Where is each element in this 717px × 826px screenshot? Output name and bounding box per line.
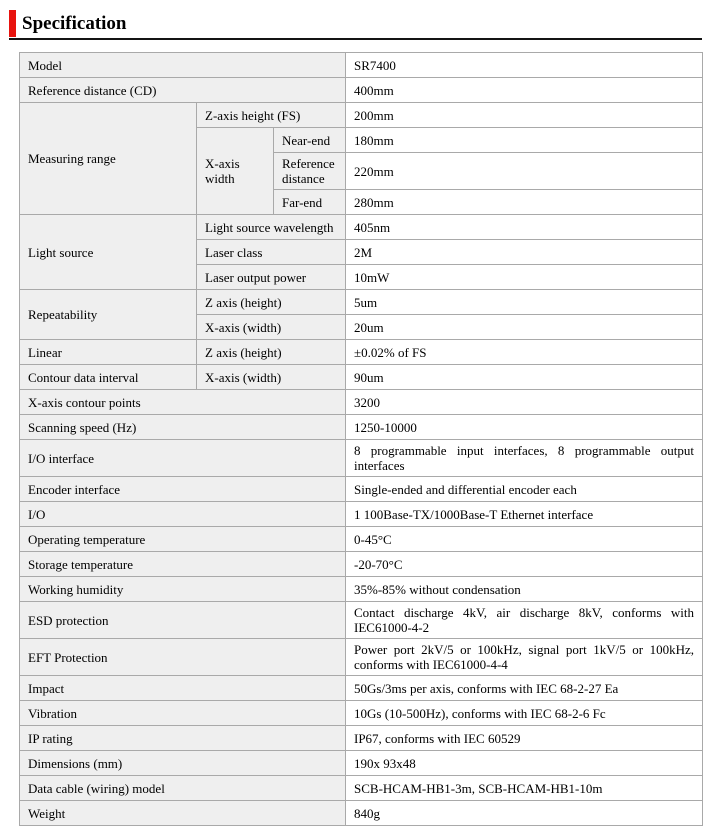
label-near-end: Near-end xyxy=(274,128,346,153)
label-contour-x-axis: X-axis (width) xyxy=(197,365,346,390)
label-laser-output-power: Laser output power xyxy=(197,265,346,290)
label-eft-protection: EFT Protection xyxy=(20,639,346,676)
value-io-interface: 8 programmable input interfaces, 8 programmable output interfaces xyxy=(346,440,703,477)
label-far-end: Far-end xyxy=(274,190,346,215)
value-encoder-interface: Single-ended and differential encoder each xyxy=(346,477,703,502)
label-repeatability: Repeatability xyxy=(20,290,197,340)
label-model: Model xyxy=(20,53,346,78)
row-esd-protection xyxy=(20,602,703,639)
value-working-humidity: 35%-85% without condensation xyxy=(346,577,703,602)
label-io: I/O xyxy=(20,502,346,527)
row-light-source-wavelength xyxy=(20,215,703,240)
label-io-interface: I/O interface xyxy=(20,440,346,477)
label-laser-class: Laser class xyxy=(197,240,346,265)
value-reference-distance-cd: 400mm xyxy=(346,78,703,103)
label-light-source-wavelength: Light source wavelength xyxy=(197,215,346,240)
value-linear: ±0.02% of FS xyxy=(346,340,703,365)
row-io-interface xyxy=(20,440,703,477)
row-encoder-interface xyxy=(20,477,703,502)
label-impact: Impact xyxy=(20,676,346,701)
label-ip-rating: IP rating xyxy=(20,726,346,751)
label-data-cable-model: Data cable (wiring) model xyxy=(20,776,346,801)
value-far-end: 280mm xyxy=(346,190,703,215)
value-esd-protection: Contact discharge 4kV, air discharge 8kV, conforms with IEC61000-4-2 xyxy=(346,602,703,639)
label-reference-distance-cd: Reference distance (CD) xyxy=(20,78,346,103)
row-data-cable-model xyxy=(20,776,703,801)
value-z-axis-height-fs: 200mm xyxy=(346,103,703,128)
value-impact: 50Gs/3ms per axis, conforms with IEC 68-2-27 Ea xyxy=(346,676,703,701)
value-storage-temperature: -20-70°C xyxy=(346,552,703,577)
value-scanning-speed: 1250-10000 xyxy=(346,415,703,440)
label-operating-temperature: Operating temperature xyxy=(20,527,346,552)
label-working-humidity: Working humidity xyxy=(20,577,346,602)
row-weight xyxy=(20,801,703,826)
label-z-axis-height-fs: Z-axis height (FS) xyxy=(197,103,346,128)
value-contour-data-interval: 90um xyxy=(346,365,703,390)
label-repeatability-x-axis: X-axis (width) xyxy=(197,315,346,340)
label-encoder-interface: Encoder interface xyxy=(20,477,346,502)
label-linear: Linear xyxy=(20,340,197,365)
value-reference-distance: 220mm xyxy=(346,153,703,190)
value-weight: 840g xyxy=(346,801,703,826)
row-working-humidity xyxy=(20,577,703,602)
section-header xyxy=(9,10,702,40)
label-measuring-range: Measuring range xyxy=(20,103,197,215)
label-reference-distance: Reference distance xyxy=(274,153,346,190)
label-linear-z-axis: Z axis (height) xyxy=(197,340,346,365)
row-measuring-range-z-axis xyxy=(20,103,703,128)
label-light-source: Light source xyxy=(20,215,197,290)
row-reference-distance-cd xyxy=(20,78,703,103)
row-io xyxy=(20,502,703,527)
row-scanning-speed xyxy=(20,415,703,440)
label-x-axis-width: X-axis width xyxy=(197,128,274,215)
value-laser-output-power: 10mW xyxy=(346,265,703,290)
value-operating-temperature: 0-45°C xyxy=(346,527,703,552)
row-ip-rating xyxy=(20,726,703,751)
value-vibration: 10Gs (10-500Hz), conforms with IEC 68-2-6 Fc xyxy=(346,701,703,726)
label-dimensions: Dimensions (mm) xyxy=(20,751,346,776)
value-x-axis-contour-points: 3200 xyxy=(346,390,703,415)
value-eft-protection: Power port 2kV/5 or 100kHz, signal port 1kV/5 or 100kHz, conforms with IEC61000-4-4 xyxy=(346,639,703,676)
row-operating-temperature xyxy=(20,527,703,552)
label-contour-data-interval: Contour data interval xyxy=(20,365,197,390)
value-io: 1 100Base-TX/1000Base-T Ethernet interface xyxy=(346,502,703,527)
label-repeatability-z-axis: Z axis (height) xyxy=(197,290,346,315)
label-x-axis-contour-points: X-axis contour points xyxy=(20,390,346,415)
label-esd-protection: ESD protection xyxy=(20,602,346,639)
page-title: Specification xyxy=(22,13,127,34)
row-linear xyxy=(20,340,703,365)
label-vibration: Vibration xyxy=(20,701,346,726)
row-contour-data-interval xyxy=(20,365,703,390)
value-ip-rating: IP67, conforms with IEC 60529 xyxy=(346,726,703,751)
row-x-axis-contour-points xyxy=(20,390,703,415)
row-impact xyxy=(20,676,703,701)
value-laser-class: 2M xyxy=(346,240,703,265)
row-storage-temperature xyxy=(20,552,703,577)
row-dimensions xyxy=(20,751,703,776)
row-repeatability-z-axis xyxy=(20,290,703,315)
row-vibration xyxy=(20,701,703,726)
label-weight: Weight xyxy=(20,801,346,826)
value-light-source-wavelength: 405nm xyxy=(346,215,703,240)
row-model xyxy=(20,53,703,78)
value-repeatability-z-axis: 5um xyxy=(346,290,703,315)
label-scanning-speed: Scanning speed (Hz) xyxy=(20,415,346,440)
value-model: SR7400 xyxy=(346,53,703,78)
red-accent-bar xyxy=(9,10,16,37)
value-repeatability-x-axis: 20um xyxy=(346,315,703,340)
value-data-cable-model: SCB-HCAM-HB1-3m, SCB-HCAM-HB1-10m xyxy=(346,776,703,801)
row-eft-protection xyxy=(20,639,703,676)
label-storage-temperature: Storage temperature xyxy=(20,552,346,577)
value-dimensions: 190x 93x48 xyxy=(346,751,703,776)
value-near-end: 180mm xyxy=(346,128,703,153)
specification-table xyxy=(19,52,703,826)
